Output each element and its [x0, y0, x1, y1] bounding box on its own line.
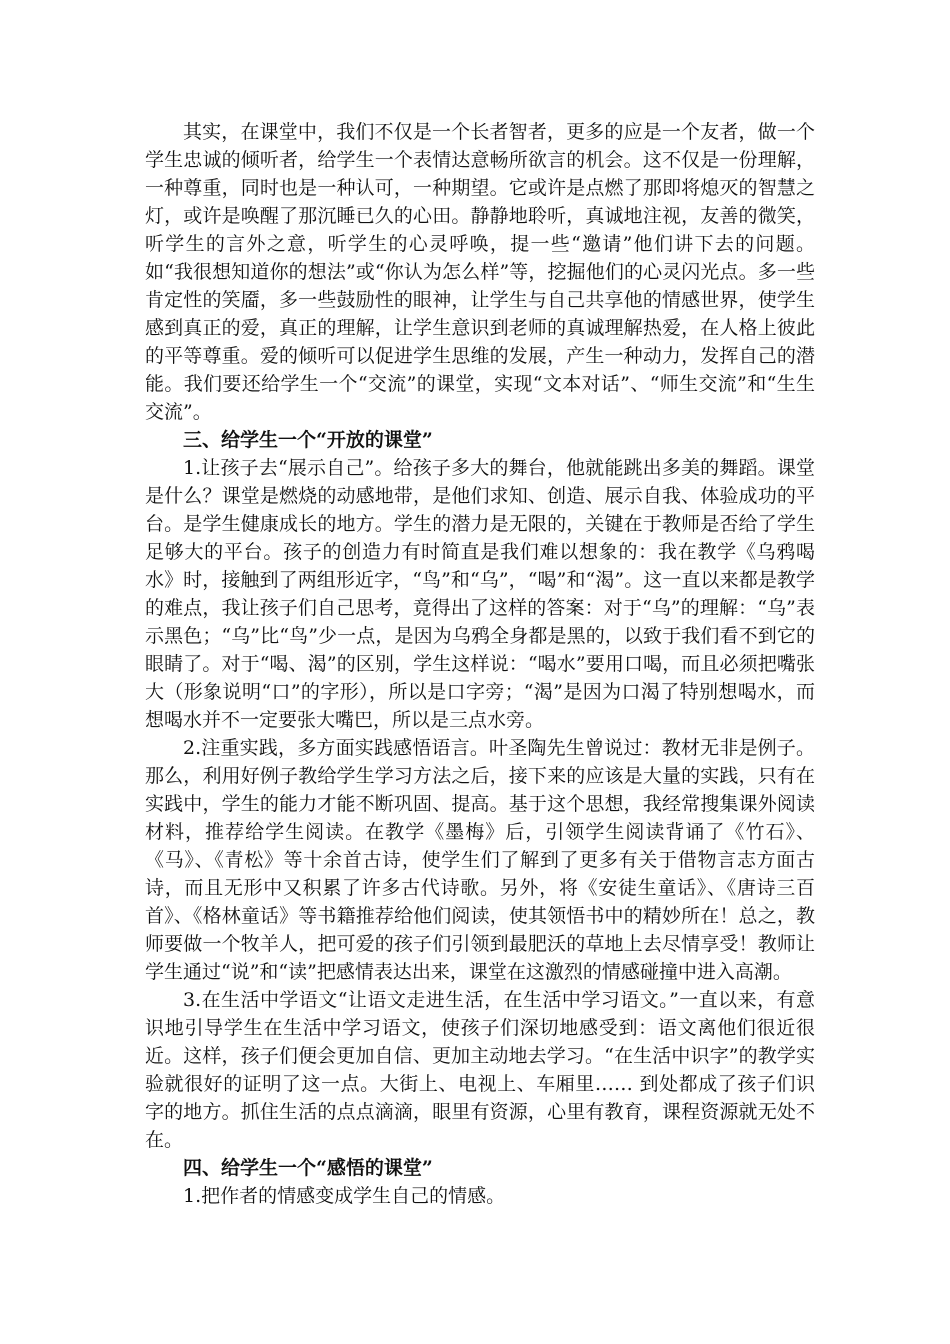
paragraph-show-yourself: 1.让孩子去“展示自己”。给孩子多大的舞台，他就能跳出多美的舞蹈。课堂是什么？课堂是燃烧的动感地带，是他们求知、创造、展示自我、体验成功的平台。是学生健康成长的地方。学生的潜力是无限的，关键在于教师是否给了学生足够大的平台。孩子的创造力有时简直是我们难以想象的：我在教学《乌鸦喝水》时，接触到了两组形近字，“鸟”和“乌”，“喝”和“渴”。这一直以来都是教学的难点，我让孩子们自己思考，竟得出了这样的答案：对于“乌”的理解：“乌”表示黑色；“乌”比“鸟”少一点，是因为乌鸦全身都是黑的，以致于我们看不到它的眼睛了。对于“喝、渴”的区别，学生这样说：“喝水”要用口喝，而且必须把嘴张大（形象说明“口”的字形），所以是口字旁；“渴”是因为口渴了特别想喝水，而想喝水并不一定要张大嘴巴，所以是三点水旁。	[145, 457, 815, 731]
document-page	[145, 118, 815, 1210]
paragraph-emotion: 1.把作者的情感变成学生自己的情感。	[183, 1185, 506, 1207]
section-heading-open-classroom: 三、给学生一个“开放的课堂”	[183, 429, 433, 451]
paragraph-life-learning: 3.在生活中学语文“让语文走进生活，在生活中学习语文。”一直以来，有意识地引导学生在生活中学习语文，使孩子们深切地感受到：语文离他们很近很近。这样，孩子们便会更加自信、更加主动地去学习。“在生活中识字”的教学实验就很好的证明了这一点。大街上、电视上、车厢里…… 到处都成了孩子们识字的地方。抓住生活的点点滴滴，眼里有资源，心里有教育，课程资源就无处不在。	[145, 989, 815, 1151]
section-heading-insight-classroom: 四、给学生一个“感悟的课堂”	[183, 1157, 433, 1179]
paragraph-listening: 其实，在课堂中，我们不仅是一个长者智者，更多的应是一个友者，做一个学生忠诚的倾听者，给学生一个表情达意畅所欲言的机会。这不仅是一份理解，一种尊重，同时也是一种认可，一种期望。它或许是点燃了那即将熄灭的智慧之灯，或许是唤醒了那沉睡已久的心田。静静地聆听，真诚地注视，友善的微笑，听学生的言外之意，听学生的心灵呼唤，提一些“邀请”他们讲下去的问题。如“我很想知道你的想法”或“你认为怎么样”等，挖掘他们的心灵闪光点。多一些肯定性的笑靥，多一些鼓励性的眼神，让学生与自己共享他的情感世界，使学生感到真正的爱，真正的理解，让学生意识到老师的真诚理解热爱，在人格上彼此的平等尊重。爱的倾听可以促进学生思维的发展，产生一种动力，发挥自己的潜能。我们要还给学生一个“交流”的课堂，实现“文本对话”、“师生交流”和“生生交流”。	[145, 121, 815, 423]
paragraph-practice: 2.注重实践，多方面实践感悟语言。叶圣陶先生曾说过：教材无非是例子。那么，利用好例子教给学生学习方法之后，接下来的应该是大量的实践，只有在实践中，学生的能力才能不断巩固、提高。基于这个思想，我经常搜集课外阅读材料，推荐给学生阅读。在教学《墨梅》后，引领学生阅读背诵了《竹石》、《马》、《青松》等十余首古诗，使学生们了解到了更多有关于借物言志方面古诗，而且无形中又积累了许多古代诗歌。另外，将《安徒生童话》、《唐诗三百首》、《格林童话》等书籍推荐给他们阅读，使其领悟书中的精妙所在！总之，教师要做一个牧羊人，把可爱的孩子们引领到最肥沃的草地上去尽情享受！教师让学生通过“说”和“读”把感情表达出来，课堂在这激烈的情感碰撞中进入高潮。	[145, 737, 815, 983]
